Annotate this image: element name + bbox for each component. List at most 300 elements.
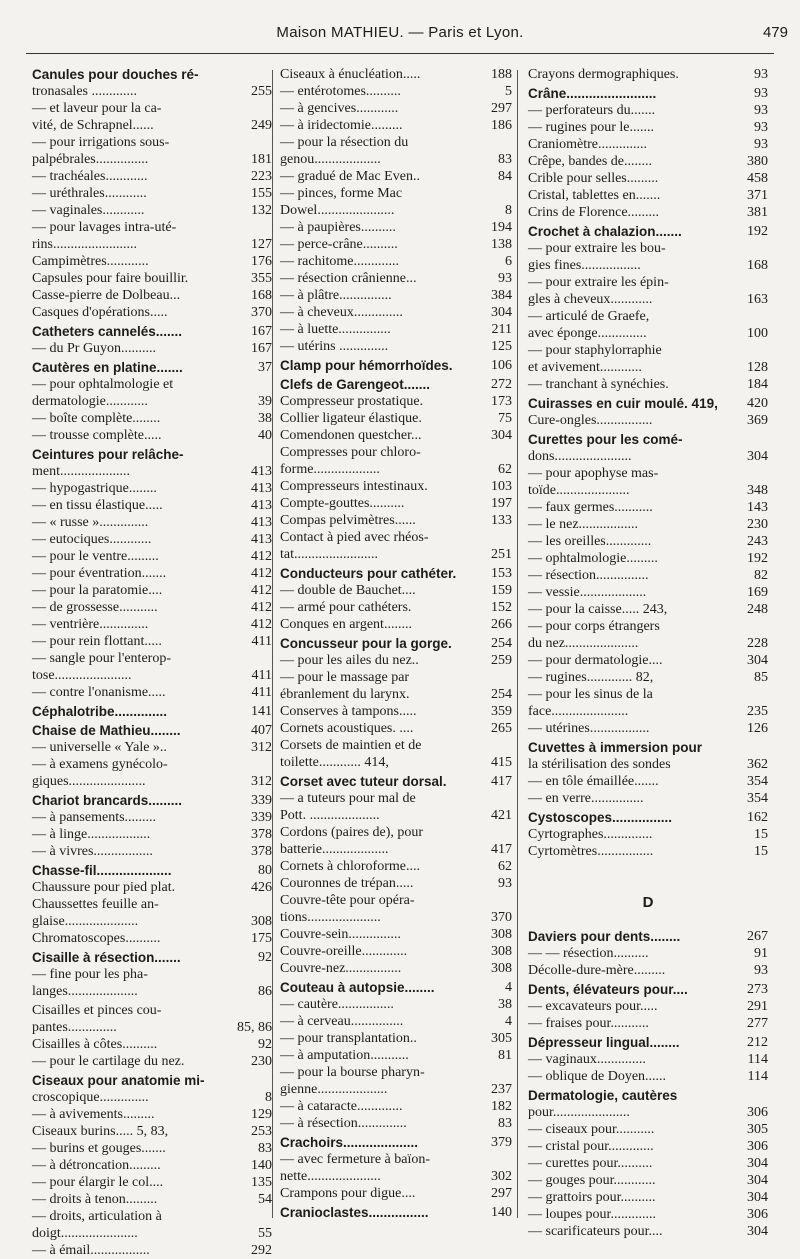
index-entry: [32, 548, 272, 565]
entry-page-ref: 228: [747, 636, 768, 651]
index-entry: [280, 858, 512, 875]
index-entry: [280, 686, 512, 703]
entry-page-ref: 173: [491, 394, 512, 409]
entry-term: — pour éventration.......: [32, 566, 167, 581]
index-column-2: [280, 66, 512, 1220]
entry-term: — universelle « Yale »..: [32, 740, 167, 755]
index-entry: [528, 790, 768, 807]
index-entry: [280, 236, 512, 253]
index-entry: [32, 1053, 272, 1070]
entry-term: — sangle pour l'enterop-: [32, 651, 171, 666]
entry-page-ref: 85, 86: [237, 1020, 272, 1035]
index-entry: [32, 966, 272, 983]
entry-term: croscopique..............: [32, 1090, 149, 1105]
entry-term: — gouges pour............: [528, 1173, 656, 1188]
entry-term: rins........................: [32, 237, 137, 252]
entry-term: tions.....................: [280, 910, 381, 925]
entry-page-ref: 362: [747, 757, 768, 772]
entry-page-ref: 114: [747, 1069, 768, 1084]
index-entry: [280, 960, 512, 977]
index-entry: [280, 427, 512, 444]
entry-page-ref: 380: [747, 154, 768, 169]
index-entry: [528, 635, 768, 652]
entry-term: — uréthrales............: [32, 186, 147, 201]
entry-page-ref: 86: [258, 984, 272, 999]
index-entry: [32, 185, 272, 202]
entry-page-ref: 93: [754, 67, 768, 82]
entry-page-ref: 169: [747, 585, 768, 600]
entry-page-ref: 138: [491, 237, 512, 252]
index-entry: [32, 100, 272, 117]
index-entry: [528, 981, 768, 998]
entry-page-ref: 306: [747, 1139, 768, 1154]
index-entry: [32, 1123, 272, 1140]
entry-term: — pour lavages intra-uté-: [32, 220, 177, 235]
index-entry: [32, 66, 272, 83]
entry-term: — entérotomes..........: [280, 84, 401, 99]
index-entry: [280, 66, 512, 83]
entry-page-ref: 417: [491, 774, 512, 789]
entry-term: Cautères en platine.......: [32, 360, 183, 375]
index-entry: [32, 304, 272, 321]
entry-term: pour......................: [528, 1105, 630, 1120]
entry-page-ref: 93: [498, 876, 512, 891]
entry-term: — pour transplantation..: [280, 1031, 417, 1046]
entry-term: — pour les ailes du nez..: [280, 653, 419, 668]
entry-page-ref: 8: [265, 1090, 272, 1105]
entry-page-ref: 159: [491, 583, 512, 598]
index-entry: [280, 134, 512, 151]
index-entry: [528, 533, 768, 550]
page-number: 479: [762, 24, 788, 41]
entry-page-ref: 194: [491, 220, 512, 235]
entry-term: — curettes pour..........: [528, 1156, 653, 1171]
index-entry: [528, 448, 768, 465]
entry-term: — scarificateurs pour....: [528, 1224, 663, 1239]
index-column-3: [528, 66, 768, 1239]
entry-page-ref: 370: [251, 305, 272, 320]
entry-term: — pour dermatologie....: [528, 653, 663, 668]
index-entry: [528, 1155, 768, 1172]
entry-page-ref: 230: [251, 1054, 272, 1069]
index-entry: [32, 826, 272, 843]
entry-term: Pott. ....................: [280, 808, 380, 823]
index-entry: [280, 151, 512, 168]
entry-page-ref: 249: [251, 118, 272, 133]
index-entry: [528, 102, 768, 119]
index-entry: [528, 376, 768, 393]
entry-term: Clamp pour hémorrhoïdes.: [280, 358, 453, 373]
index-entry: [32, 809, 272, 826]
entry-term: Contact à pied avec rhéos-: [280, 530, 429, 545]
entry-term: — fraises pour...........: [528, 1016, 649, 1031]
entry-term: langes....................: [32, 984, 138, 999]
entry-term: Crochet à chalazion.......: [528, 224, 682, 239]
index-entry: [32, 1242, 272, 1259]
entry-page-ref: 292: [251, 1243, 272, 1258]
index-entry: [32, 427, 272, 444]
index-entry: [528, 240, 768, 257]
index-entry: [32, 1174, 272, 1191]
index-entry: [280, 100, 512, 117]
entry-term: tronasales .............: [32, 84, 137, 99]
entry-page-ref: 312: [251, 740, 272, 755]
entry-term: Compte-gouttes..........: [280, 496, 405, 511]
section-letter: [528, 894, 768, 911]
entry-term: — pour staphylorraphie: [528, 343, 662, 358]
index-entry: [528, 170, 768, 187]
entry-term: Compresseur prostatique.: [280, 394, 424, 409]
entry-page-ref: 85: [754, 670, 768, 685]
entry-page-ref: 93: [754, 137, 768, 152]
entry-term: — à examens gynécolo-: [32, 757, 168, 772]
index-entry: [32, 773, 272, 790]
index-entry: [280, 754, 512, 771]
entry-term: et avivement............: [528, 360, 642, 375]
entry-term: — pinces, forme Mac: [280, 186, 403, 201]
entry-term: — pour extraire les épin-: [528, 275, 669, 290]
index-entry: [32, 1072, 272, 1089]
index-entry: [528, 482, 768, 499]
index-entry: [280, 1134, 512, 1151]
index-entry: [32, 270, 272, 287]
entry-page-ref: 308: [491, 944, 512, 959]
index-entry: [528, 945, 768, 962]
entry-term: Couronnes de trépan.....: [280, 876, 414, 891]
entry-page-ref: 126: [747, 721, 768, 736]
index-entry: [32, 703, 272, 720]
index-entry: [280, 117, 512, 134]
entry-term: tose......................: [32, 668, 132, 683]
entry-page-ref: 378: [251, 844, 272, 859]
index-entry: [528, 308, 768, 325]
entry-page-ref: 133: [491, 513, 512, 528]
entry-page-ref: 348: [747, 483, 768, 498]
index-entry: [280, 1185, 512, 1202]
index-entry: [280, 737, 512, 754]
entry-term: Capsules pour faire bouillir.: [32, 271, 189, 286]
index-entry: [528, 223, 768, 240]
index-entry: [32, 896, 272, 913]
entry-term: Concusseur pour la gorge.: [280, 636, 452, 651]
index-entry: [32, 843, 272, 860]
index-entry: [528, 431, 768, 448]
index-entry: [32, 202, 272, 219]
entry-page-ref: 197: [491, 496, 512, 511]
entry-page-ref: 38: [498, 997, 512, 1012]
index-entry: [528, 516, 768, 533]
entry-term: Crachoirs....................: [280, 1135, 419, 1150]
entry-term: vité, de Schrapnel......: [32, 118, 154, 133]
index-entry: [32, 410, 272, 427]
index-entry: [528, 739, 768, 756]
entry-page-ref: 304: [747, 653, 768, 668]
entry-term: — à paupières..........: [280, 220, 396, 235]
entry-term: Ciseaux à énucléation.....: [280, 67, 421, 82]
entry-term: — boîte complète........: [32, 411, 161, 426]
entry-page-ref: 93: [754, 86, 768, 101]
index-entry: [32, 739, 272, 756]
entry-page-ref: 339: [251, 793, 272, 808]
entry-term: Cornets acoustiques. ....: [280, 721, 414, 736]
entry-term: — trousse complète.....: [32, 428, 162, 443]
entry-page-ref: 305: [747, 1122, 768, 1137]
entry-term: — ventrière..............: [32, 617, 149, 632]
entry-term: — fine pour les pha-: [32, 967, 148, 982]
entry-term: — utérins ..............: [280, 339, 389, 354]
entry-page-ref: 93: [754, 963, 768, 978]
entry-page-ref: 4: [505, 980, 512, 995]
entry-term: Cordons (paires de), pour: [280, 825, 424, 840]
entry-page-ref: 127: [251, 237, 272, 252]
index-entry: [280, 321, 512, 338]
entry-term: — cautère................: [280, 997, 394, 1012]
entry-page-ref: 92: [258, 1037, 272, 1052]
entry-page-ref: 167: [251, 341, 272, 356]
index-entry: [32, 949, 272, 966]
entry-term: Ciseaux pour anatomie mi-: [32, 1073, 205, 1088]
index-entry: [528, 998, 768, 1015]
index-entry: [32, 117, 272, 134]
entry-page-ref: 370: [491, 910, 512, 925]
entry-term: Campimètres............: [32, 254, 149, 269]
entry-page-ref: 312: [251, 774, 272, 789]
index-entry: [528, 499, 768, 516]
entry-term: Dents, élévateurs pour....: [528, 982, 688, 997]
entry-page-ref: 192: [747, 224, 768, 239]
entry-term: Cuirasses en cuir moulé. 419,: [528, 396, 718, 411]
entry-page-ref: 162: [747, 810, 768, 825]
entry-page-ref: 93: [498, 271, 512, 286]
entry-term: — les oreilles.............: [528, 534, 652, 549]
entry-page-ref: 168: [251, 288, 272, 303]
entry-term: Décolle-dure-mère.........: [528, 963, 666, 978]
index-entry: [280, 512, 512, 529]
entry-page-ref: 413: [251, 515, 272, 530]
index-entry: [528, 962, 768, 979]
index-entry: [280, 253, 512, 270]
index-entry: [528, 257, 768, 274]
entry-term: — « russe »..............: [32, 515, 149, 530]
entry-page-ref: 308: [491, 927, 512, 942]
index-entry: [280, 357, 512, 374]
index-entry: [528, 465, 768, 482]
index-entry: [528, 291, 768, 308]
entry-page-ref: 369: [747, 413, 768, 428]
index-entry: [528, 1034, 768, 1051]
entry-page-ref: 253: [251, 1124, 272, 1139]
entry-term: — pour apophyse mas-: [528, 466, 659, 481]
entry-page-ref: 5: [505, 84, 512, 99]
index-entry: [32, 287, 272, 304]
entry-term: Craniomètre..............: [528, 137, 647, 152]
entry-page-ref: 359: [491, 704, 512, 719]
entry-page-ref: 15: [754, 827, 768, 842]
entry-term: Clefs de Garengeot.......: [280, 377, 431, 392]
entry-page-ref: 354: [747, 774, 768, 789]
entry-page-ref: 8: [505, 203, 512, 218]
entry-page-ref: 83: [258, 1141, 272, 1156]
entry-page-ref: 248: [747, 602, 768, 617]
index-entry: [528, 1087, 768, 1104]
column-divider: [517, 70, 518, 1218]
index-entry: [528, 1206, 768, 1223]
entry-page-ref: 62: [498, 462, 512, 477]
entry-page-ref: 413: [251, 481, 272, 496]
index-entry: [32, 633, 272, 650]
index-entry: [528, 669, 768, 686]
entry-page-ref: 106: [491, 358, 512, 373]
entry-term: — pour le cartilage du nez.: [32, 1054, 185, 1069]
entry-page-ref: 458: [747, 171, 768, 186]
index-entry: [280, 410, 512, 427]
entry-page-ref: 273: [747, 982, 768, 997]
entry-term: — en tôle émaillée.......: [528, 774, 659, 789]
entry-term: — perforateurs du.......: [528, 103, 656, 118]
entry-page-ref: 211: [491, 322, 512, 337]
entry-page-ref: 306: [747, 1207, 768, 1222]
entry-term: Chaussure pour pied plat.: [32, 880, 176, 895]
index-entry: [528, 843, 768, 860]
entry-term: nette.....................: [280, 1169, 381, 1184]
entry-term: — hypogastrique........: [32, 481, 157, 496]
index-entry: [32, 323, 272, 340]
index-entry: [528, 1068, 768, 1085]
entry-term: Crêpe, bandes de........: [528, 154, 653, 169]
entry-page-ref: 304: [747, 1190, 768, 1205]
entry-page-ref: 381: [747, 205, 768, 220]
entry-term: Ciseaux burins..... 5, 83,: [32, 1124, 169, 1139]
index-entry: [528, 720, 768, 737]
index-entry: [280, 1064, 512, 1081]
entry-page-ref: 384: [491, 288, 512, 303]
entry-page-ref: 412: [251, 549, 272, 564]
index-entry: [32, 756, 272, 773]
index-entry: [528, 1015, 768, 1032]
index-entry: [32, 1140, 272, 1157]
entry-term: — pour la bourse pharyn-: [280, 1065, 425, 1080]
entry-term: — pour extraire les bou-: [528, 241, 666, 256]
entry-page-ref: 6: [505, 254, 512, 269]
entry-term: avec éponge..............: [528, 326, 647, 341]
entry-term: genou...................: [280, 152, 381, 167]
index-entry: [32, 236, 272, 253]
entry-term: gles à cheveux............: [528, 292, 653, 307]
entry-term: palpébrales...............: [32, 152, 149, 167]
index-entry: [32, 83, 272, 100]
index-entry: [528, 756, 768, 773]
entry-page-ref: 306: [747, 1105, 768, 1120]
index-entry: [32, 650, 272, 667]
entry-page-ref: 413: [251, 498, 272, 513]
index-column-1: [32, 66, 272, 1258]
entry-term: Dermatologie, cautères: [528, 1088, 678, 1103]
entry-term: Crayons dermographiques.: [528, 67, 679, 82]
index-entry: [32, 514, 272, 531]
entry-term: Daviers pour dents........: [528, 929, 681, 944]
index-entry: [32, 168, 272, 185]
index-entry: [280, 875, 512, 892]
entry-term: Couvre-oreille.............: [280, 944, 408, 959]
entry-page-ref: 237: [491, 1082, 512, 1097]
entry-term: Crible pour selles.........: [528, 171, 659, 186]
entry-term: — ciseaux pour...........: [528, 1122, 655, 1137]
entry-term: Dowel......................: [280, 203, 395, 218]
index-entry: [528, 1138, 768, 1155]
index-entry: [280, 979, 512, 996]
index-entry: [280, 270, 512, 287]
entry-term: — a tuteurs pour mal de: [280, 791, 416, 806]
entry-page-ref: 415: [491, 755, 512, 770]
entry-page-ref: 129: [251, 1107, 272, 1122]
index-entry: [528, 395, 768, 412]
index-entry: [32, 1089, 272, 1106]
entry-term: — burins et gouges.......: [32, 1141, 166, 1156]
entry-page-ref: 243: [747, 534, 768, 549]
entry-term: — à vivres.................: [32, 844, 153, 859]
entry-term: Cornets à chloroforme....: [280, 859, 420, 874]
entry-page-ref: 266: [491, 617, 512, 632]
entry-term: Céphalotribe..............: [32, 704, 168, 719]
running-title: Maison MATHIEU. — Paris et Lyon.: [276, 24, 524, 41]
entry-term: pantes..............: [32, 1020, 117, 1035]
entry-term: — eutociques............: [32, 532, 152, 547]
entry-page-ref: 100: [747, 326, 768, 341]
index-entry: [280, 892, 512, 909]
index-entry: [32, 480, 272, 497]
entry-term: Ceintures pour relâche-: [32, 447, 184, 462]
entry-page-ref: 378: [251, 827, 272, 842]
entry-term: — vaginales............: [32, 203, 145, 218]
entry-page-ref: 184: [747, 377, 768, 392]
entry-page-ref: 412: [251, 566, 272, 581]
entry-page-ref: 83: [498, 1116, 512, 1131]
index-entry: [528, 773, 768, 790]
index-entry: [280, 599, 512, 616]
entry-page-ref: 132: [251, 203, 272, 218]
entry-term: gienne....................: [280, 1082, 388, 1097]
index-entry: [280, 546, 512, 563]
entry-page-ref: 37: [258, 360, 272, 375]
index-entry: [280, 393, 512, 410]
entry-page-ref: 4: [505, 1014, 512, 1029]
entry-term: — pour irrigations sous-: [32, 135, 170, 150]
entry-term: Conques en argent........: [280, 617, 412, 632]
index-entry: [32, 1106, 272, 1123]
entry-page-ref: 188: [491, 67, 512, 82]
entry-term: — pour le massage par: [280, 670, 410, 685]
entry-term: — du Pr Guyon..........: [32, 341, 157, 356]
index-entry: [280, 1030, 512, 1047]
entry-term: tat........................: [280, 547, 378, 562]
entry-term: Cisaille à résection.......: [32, 950, 181, 965]
index-entry: [280, 168, 512, 185]
entry-term: — à pansements.........: [32, 810, 157, 825]
entry-term: Cystoscopes................: [528, 810, 673, 825]
index-entry: [32, 219, 272, 236]
entry-term: Cristal, tablettes en.......: [528, 188, 661, 203]
column-divider: [272, 70, 273, 1218]
index-entry: [32, 340, 272, 357]
entry-page-ref: 40: [258, 428, 272, 443]
entry-page-ref: 412: [251, 583, 272, 598]
entry-page-ref: 304: [491, 305, 512, 320]
index-entry: [32, 393, 272, 410]
entry-page-ref: 81: [498, 1048, 512, 1063]
entry-page-ref: 84: [498, 169, 512, 184]
entry-term: D: [642, 894, 654, 911]
entry-term: Cranioclastes................: [280, 1205, 429, 1220]
